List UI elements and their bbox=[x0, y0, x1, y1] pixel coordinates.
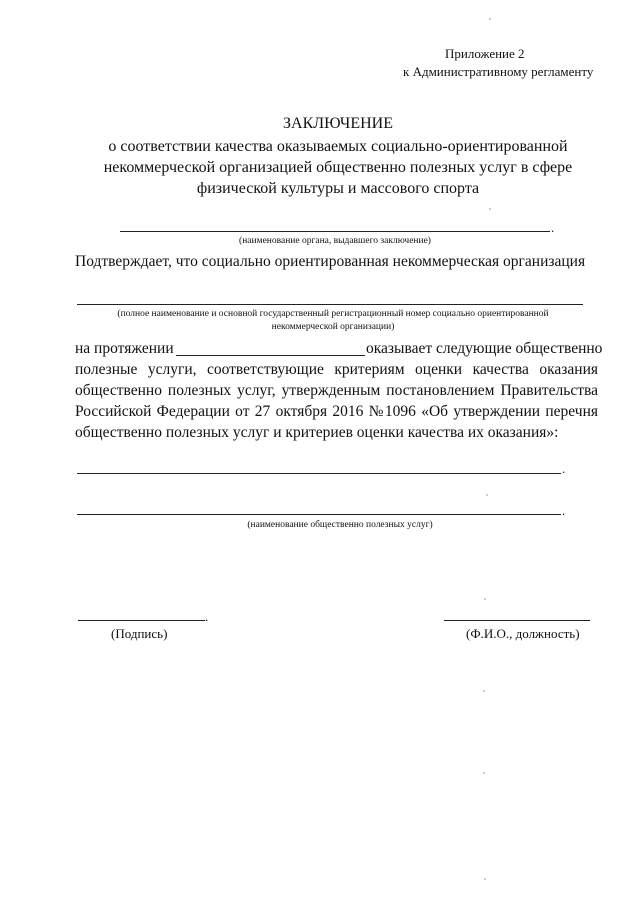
scan-speck bbox=[489, 18, 491, 20]
signature-label: (Подпись) bbox=[111, 626, 168, 641]
services-blank-line-2 bbox=[77, 514, 561, 515]
title-line-2: некоммерческой организацией общественно полезных услуг в сфере bbox=[103, 159, 573, 176]
scan-speck bbox=[484, 878, 486, 880]
title-line-1: о соответствии качества оказываемых социально-ориентированной bbox=[108, 138, 568, 155]
name-position-label: (Ф.И.О., должность) bbox=[466, 626, 580, 641]
paragraph-line-3: общественно полезных услуг, утвержденным постановлением Правительства bbox=[75, 382, 598, 399]
paragraph-line-4: Российской Федерации от 27 октября 2016 №1096 «Об утверждении перечня bbox=[75, 403, 598, 420]
services-blank-line-1 bbox=[77, 473, 561, 474]
scan-speck bbox=[484, 598, 486, 600]
title-line-3: физической культуры и массового спорта bbox=[196, 180, 480, 197]
regulation-label: к Административному регламенту bbox=[403, 64, 594, 79]
scan-speck bbox=[489, 208, 491, 210]
organization-hint-line-2: некоммерческой организации) bbox=[271, 322, 395, 332]
period-blank-line bbox=[176, 355, 365, 356]
services-line-1-dot: . bbox=[562, 461, 566, 476]
paragraph-line-1-end: оказывает следующие общественно bbox=[366, 340, 603, 357]
appendix-label: Приложение 2 bbox=[445, 46, 525, 61]
name-position-blank-line bbox=[444, 620, 590, 621]
authority-hint: (наименование органа, выдавшего заключение) bbox=[239, 236, 431, 246]
document-title: ЗАКЛЮЧЕНИЕ bbox=[283, 115, 393, 132]
confirms-text: Подтверждает, что социально ориентированная некоммерческая организация bbox=[75, 253, 586, 270]
signature-blank-line bbox=[78, 620, 205, 621]
organization-hint-line-1: (полное наименование и основной государственный регистрационный номер социально ориентированной bbox=[117, 309, 549, 319]
authority-line-dot: . bbox=[551, 220, 555, 235]
signature-line-dot: . bbox=[205, 609, 209, 624]
services-line-2-dot: . bbox=[562, 503, 566, 518]
authority-blank-line bbox=[120, 231, 550, 232]
paragraph-line-2: полезные услуги, соответствующие критериям оценки качества оказания bbox=[75, 361, 598, 378]
scan-speck bbox=[483, 772, 485, 774]
organization-blank-line bbox=[77, 304, 583, 305]
scan-speck bbox=[486, 494, 488, 496]
paragraph-line-5: общественно полезных услуг и критериев оценки качества их оказания»: bbox=[75, 424, 559, 441]
services-hint: (наименование общественно полезных услуг) bbox=[247, 520, 433, 530]
scan-speck bbox=[483, 690, 485, 692]
paragraph-start: на протяжении bbox=[75, 340, 174, 357]
